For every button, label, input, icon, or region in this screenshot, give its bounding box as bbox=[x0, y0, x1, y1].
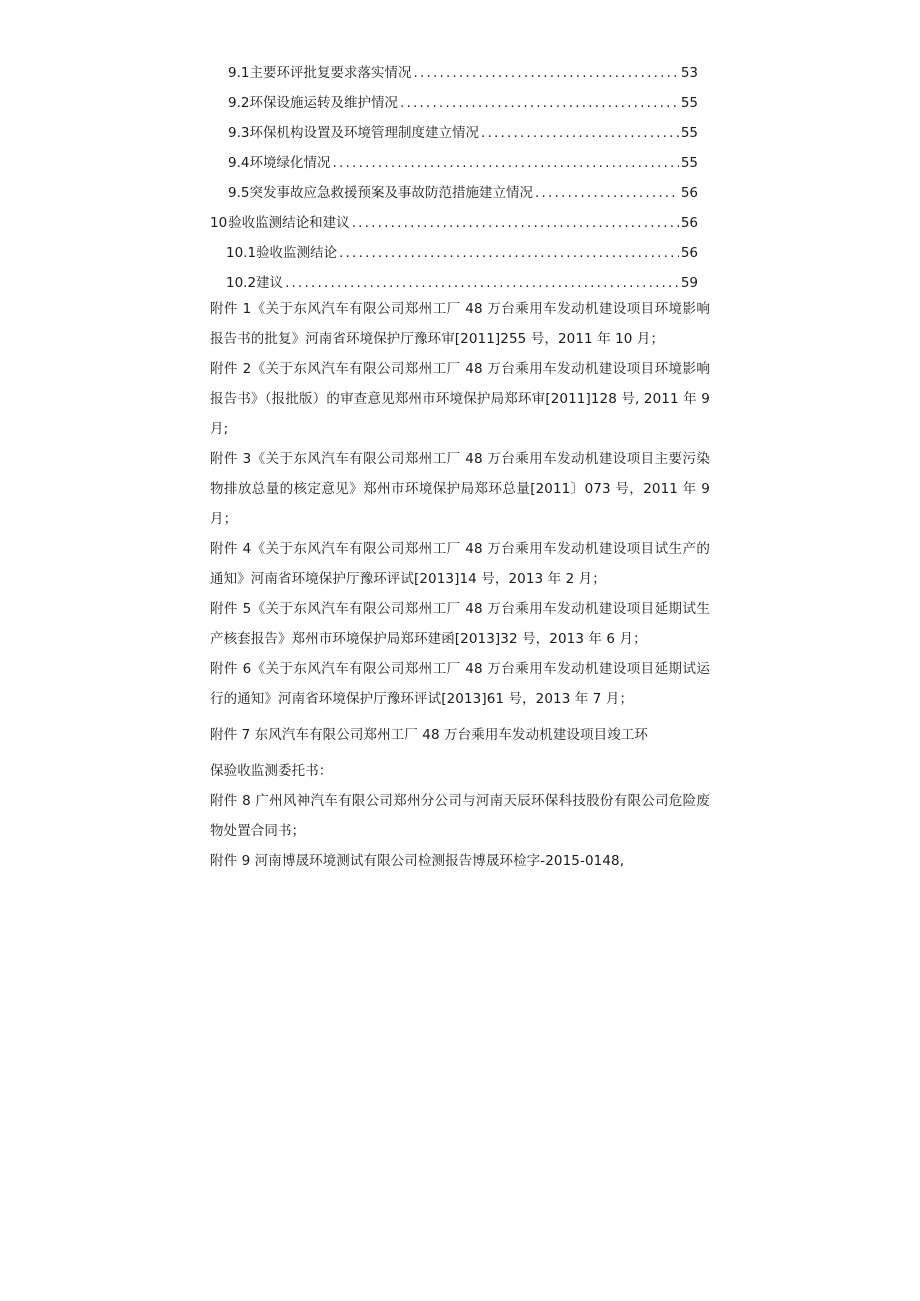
toc-entry-title: 突发事故应急救援预案及事故防范措施建立情况 bbox=[249, 185, 533, 201]
annex-4: 附件 4《关于东风汽车有限公司郑州工厂 48 万台乘用车发动机建设项目试生产的通知》河南省环境保护厅豫环评试[2013]14 号，2013 年 2 月； bbox=[210, 541, 710, 587]
annex-8: 附件 8 广州风神汽车有限公司郑州分公司与河南天辰环保科技股份有限公司危险废物处置合同书； bbox=[210, 793, 710, 839]
annex-6: 附件 6《关于东风汽车有限公司郑州工厂 48 万台乘用车发动机建设项目延期试运行的通知》河南省环境保护厅豫环评试[2013]61 号，2013 年 7 月； bbox=[210, 661, 710, 707]
toc-entry-9-1[interactable] bbox=[210, 58, 698, 88]
table-of-contents bbox=[210, 58, 698, 298]
toc-leader-dots bbox=[400, 88, 679, 118]
toc-entry-10[interactable] bbox=[210, 208, 698, 238]
toc-entry-page: 59 bbox=[680, 275, 698, 291]
toc-entry-title: 建议 bbox=[256, 275, 284, 291]
toc-entry-number: 10 bbox=[210, 215, 228, 231]
annex-list bbox=[210, 294, 710, 876]
toc-entry-page: 55 bbox=[680, 155, 698, 171]
toc-entry-title: 验收监测结论和建议 bbox=[228, 215, 350, 231]
annex-2: 附件 2《关于东风汽车有限公司郑州工厂 48 万台乘用车发动机建设项目环境影响报告书》（报批版）的审查意见郑州市环境保护局郑环审[2011]128 号, 2011 年 9 月; bbox=[210, 361, 710, 437]
toc-leader-dots bbox=[535, 178, 679, 208]
toc-entry-title: 环保设施运转及维护情况 bbox=[249, 95, 398, 111]
toc-entry-page: 53 bbox=[680, 65, 698, 81]
toc-entry-9-5[interactable] bbox=[210, 178, 698, 208]
toc-leader-dots bbox=[332, 148, 678, 178]
toc-entry-number: 9.2 bbox=[228, 95, 250, 111]
toc-leader-dots bbox=[352, 208, 679, 238]
toc-entry-title: 环保机构设置及环境管理制度建立情况 bbox=[249, 125, 479, 141]
toc-entry-page: 55 bbox=[680, 95, 698, 111]
annex-7: 附件 7 东风汽车有限公司郑州工厂 48 万台乘用车发动机建设项目竣工环 bbox=[210, 727, 649, 743]
toc-entry-number: 10.2 bbox=[226, 275, 257, 291]
toc-entry-page: 56 bbox=[680, 245, 698, 261]
toc-entry-number: 9.1 bbox=[228, 65, 250, 81]
annex-5: 附件 5《关于东风汽车有限公司郑州工厂 48 万台乘用车发动机建设项目延期试生产核套报告》郑州市环境保护局郑环建函[2013]32 号，2013 年 6 月； bbox=[210, 601, 710, 647]
toc-entry-10-1[interactable] bbox=[210, 238, 698, 268]
annex-3: 附件 3《关于东风汽车有限公司郑州工厂 48 万台乘用车发动机建设项目主要污染物排放总量的核定意见》郑州市环境保护局郑环总量[2011〕073 号，2011 年 9 月； bbox=[210, 451, 710, 527]
toc-entry-title: 主要环评批复要求落实情况 bbox=[249, 65, 412, 81]
toc-entry-title: 环境绿化情况 bbox=[249, 155, 331, 171]
toc-entry-9-4[interactable] bbox=[210, 148, 698, 178]
toc-leader-dots bbox=[413, 58, 678, 88]
toc-entry-number: 9.5 bbox=[228, 185, 250, 201]
toc-entry-page: 56 bbox=[680, 215, 698, 231]
toc-leader-dots bbox=[481, 118, 679, 148]
toc-entry-page: 55 bbox=[680, 125, 698, 141]
toc-entry-number: 9.4 bbox=[228, 155, 250, 171]
toc-entry-number: 9.3 bbox=[228, 125, 250, 141]
toc-entry-9-3[interactable] bbox=[210, 118, 698, 148]
toc-entry-title: 验收监测结论 bbox=[256, 245, 338, 261]
toc-entry-page: 56 bbox=[680, 185, 698, 201]
toc-entry-9-2[interactable] bbox=[210, 88, 698, 118]
toc-leader-dots bbox=[339, 238, 679, 268]
annex-1: 附件 1《关于东风汽车有限公司郑州工厂 48 万台乘用车发动机建设项目环境影响报告书的批复》河南省环境保护厅豫环审[2011]255 号，2011 年 10 月； bbox=[210, 301, 710, 347]
annex-7-continued: 保验收监测委托书： bbox=[210, 763, 333, 779]
toc-entry-number: 10.1 bbox=[226, 245, 257, 261]
annex-9: 附件 9 河南博晟环境测试有限公司检测报告博晟环检字-2015-0148, bbox=[210, 853, 625, 869]
